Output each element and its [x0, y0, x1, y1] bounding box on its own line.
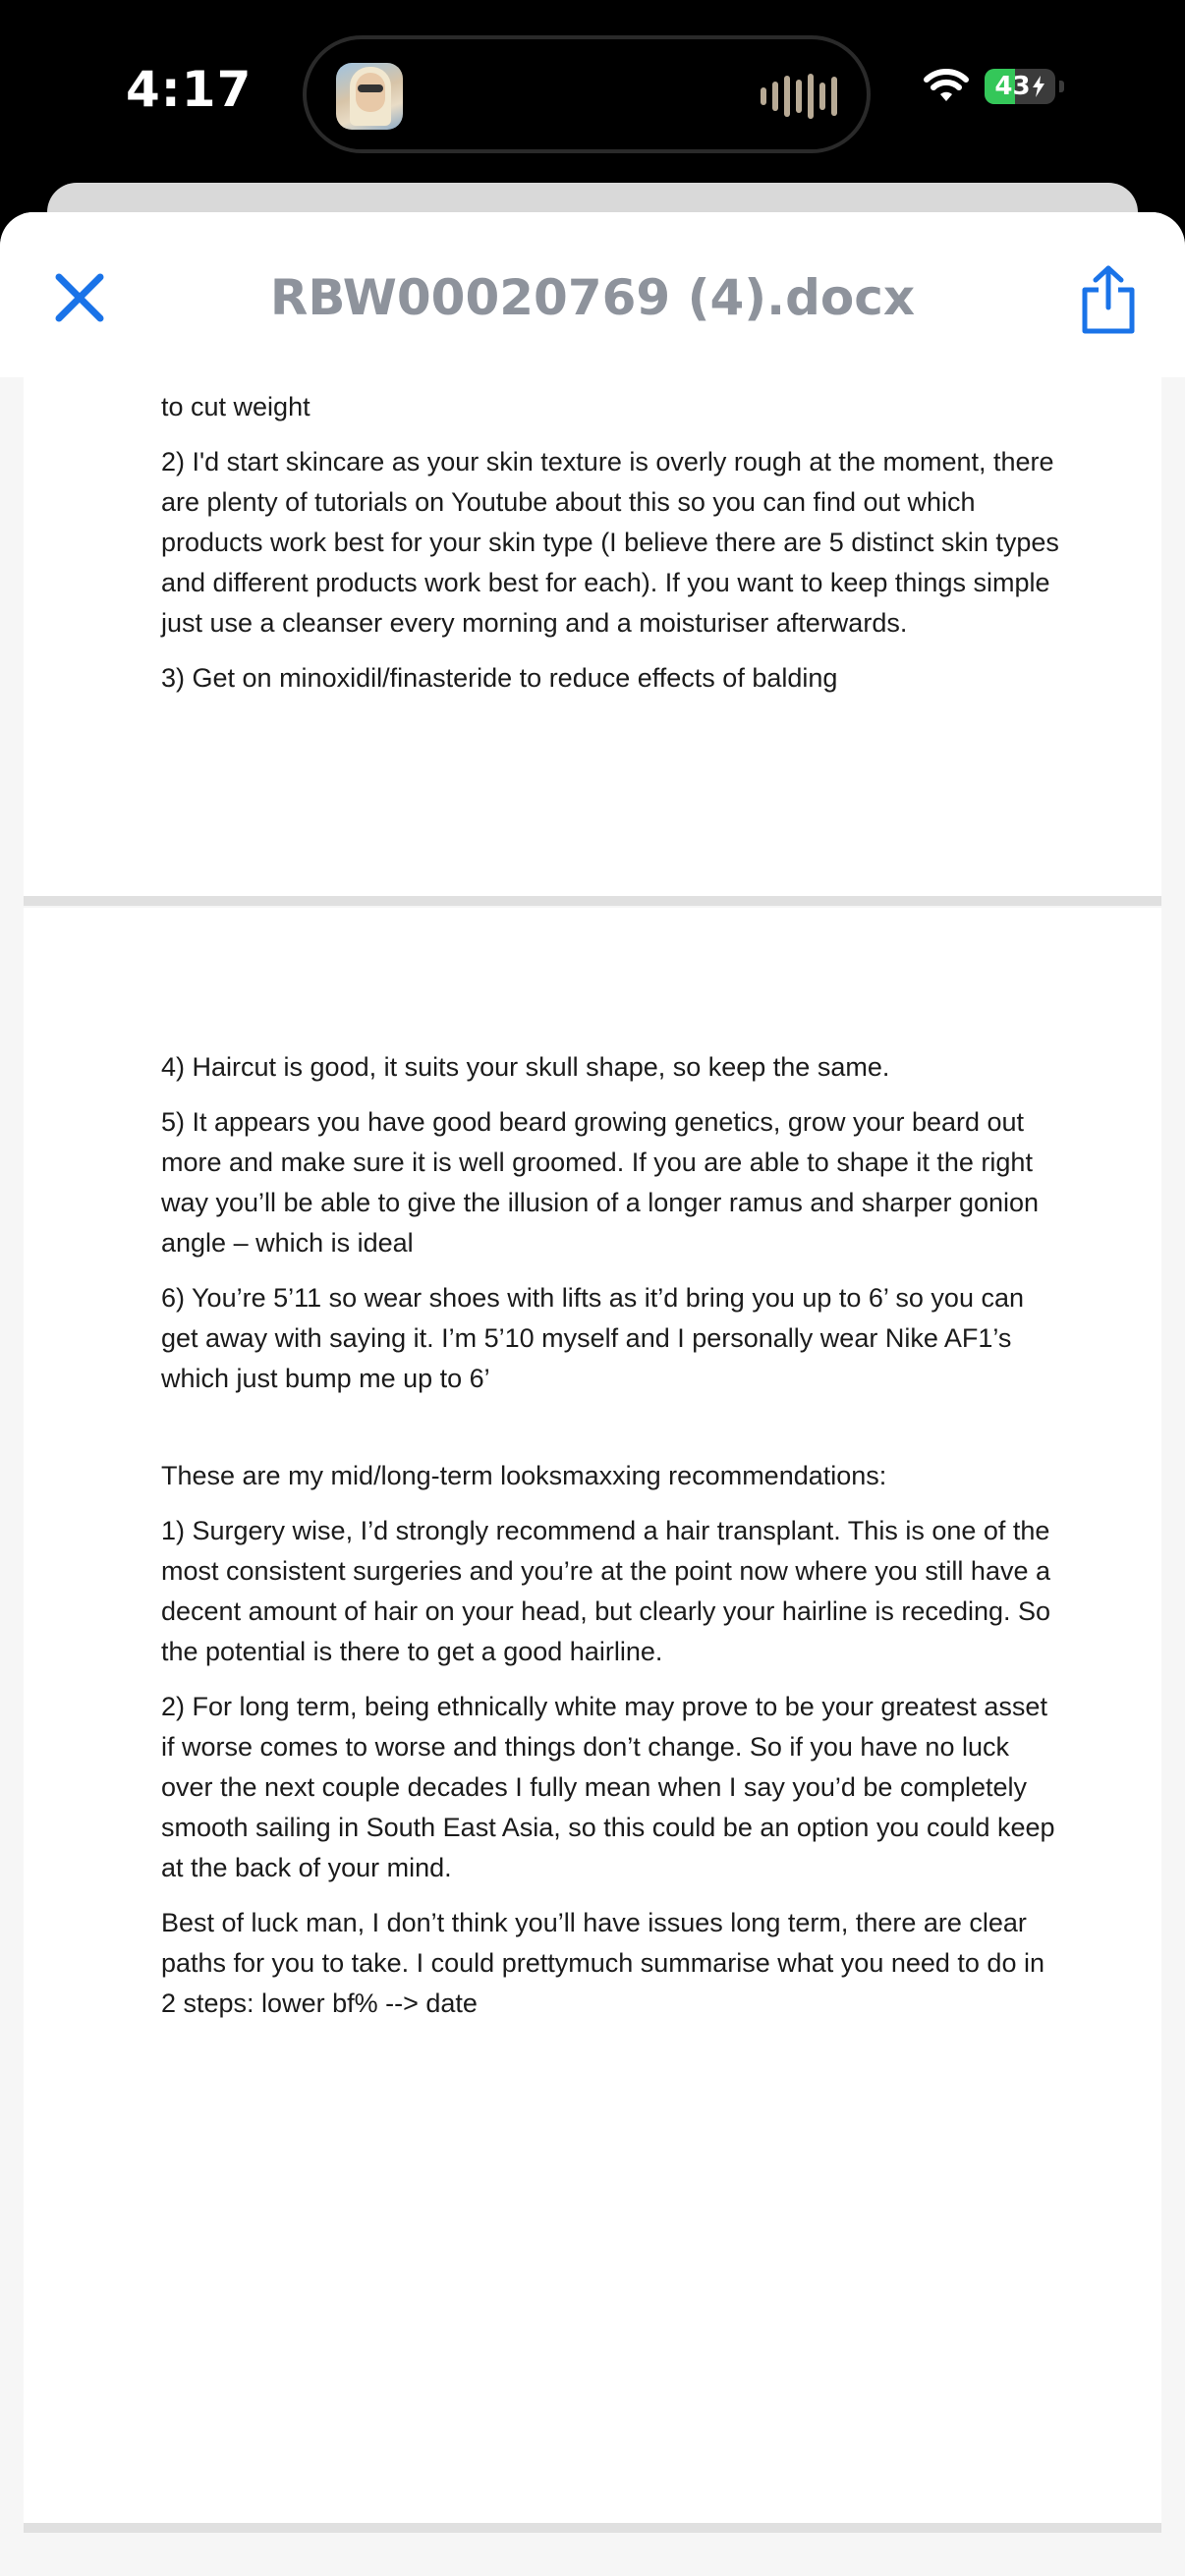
paragraph: 6) You’re 5’11 so wear shoes with lifts as it’d bring you up to 6’ so you can get away with saying it. I’m 5’10 myself and I personally wear Nike AF1’s which just bump me up to 6’	[161, 1283, 1025, 1393]
document-viewer-sheet	[0, 212, 1185, 2576]
battery-indicator	[985, 69, 1055, 104]
viewer-nav-bar	[0, 212, 1185, 377]
wifi-icon	[924, 69, 969, 104]
paragraph: 3) Get on minoxidil/finasteride to reduce effects of balding	[161, 663, 838, 693]
paragraph: 2) For long term, being ethnically white may prove to be your greatest asset if worse comes to worse and things don’t change. So if you have no luck over the next couple decades I fully mean when I say you’d be completely smooth sailing in South East Asia, so this could be an option you could keep at the back of your mind.	[161, 1692, 1055, 1882]
paragraph: 1) Surgery wise, I’d strongly recommend a hair transplant. This is one of the most consistent surgeries and you’re at the point now where you still have a decent amount of hair on your head, but clearly your hairline is receding. So the potential is there to get a good hairline.	[161, 1516, 1051, 1666]
status-indicators	[924, 69, 1064, 104]
page-divider	[24, 2523, 1161, 2533]
audio-waveform-icon	[761, 73, 837, 120]
paragraph: 5) It appears you have good beard growing genetics, grow your beard out more and make sure it is well groomed. If you are able to shape it the right way you’ll be able to give the illusion of a longer ramus and sharper gonion angle – which is ideal	[161, 1107, 1040, 1258]
bolt-icon	[1032, 76, 1045, 97]
paragraph: 4) Haircut is good, it suits your skull shape, so keep the same.	[161, 1052, 890, 1082]
close-icon	[53, 271, 106, 324]
share-icon	[1079, 264, 1138, 335]
paragraph: to cut weight	[161, 392, 310, 421]
paragraph: These are my mid/long-term looksmaxxing recommendations:	[161, 1461, 887, 1490]
document-title: RBW00020769 (4).docx	[269, 269, 916, 326]
battery-percent: 43	[994, 72, 1031, 101]
paragraph: 2) I'd start skincare as your skin texture is overly rough at the moment, there are plenty of tutorials on Youtube about this so you can find out which products work best for your skin type (I believe there are 5 distinct skin types and different products work best for each). If you want to keep things simple just use a cleanser every morning and a moisturiser afterwards.	[161, 447, 1059, 638]
dynamic-island[interactable]	[303, 35, 871, 153]
share-button[interactable]	[1071, 255, 1146, 344]
close-button[interactable]	[45, 263, 114, 332]
status-time: 4:17	[126, 61, 253, 118]
paragraph: Best of luck man, I don’t think you’ll have issues long term, there are clear paths for you to take. I could prettymuch summarise what you need to do in 2 steps: lower bf% --> date	[161, 1908, 1044, 2018]
now-playing-artwork	[336, 63, 403, 130]
battery-tip	[1059, 81, 1064, 92]
page-divider	[24, 896, 1161, 906]
document-page-2[interactable]	[24, 908, 1161, 2529]
page-2-text	[161, 1047, 1065, 2039]
page-1-text	[161, 387, 1065, 713]
